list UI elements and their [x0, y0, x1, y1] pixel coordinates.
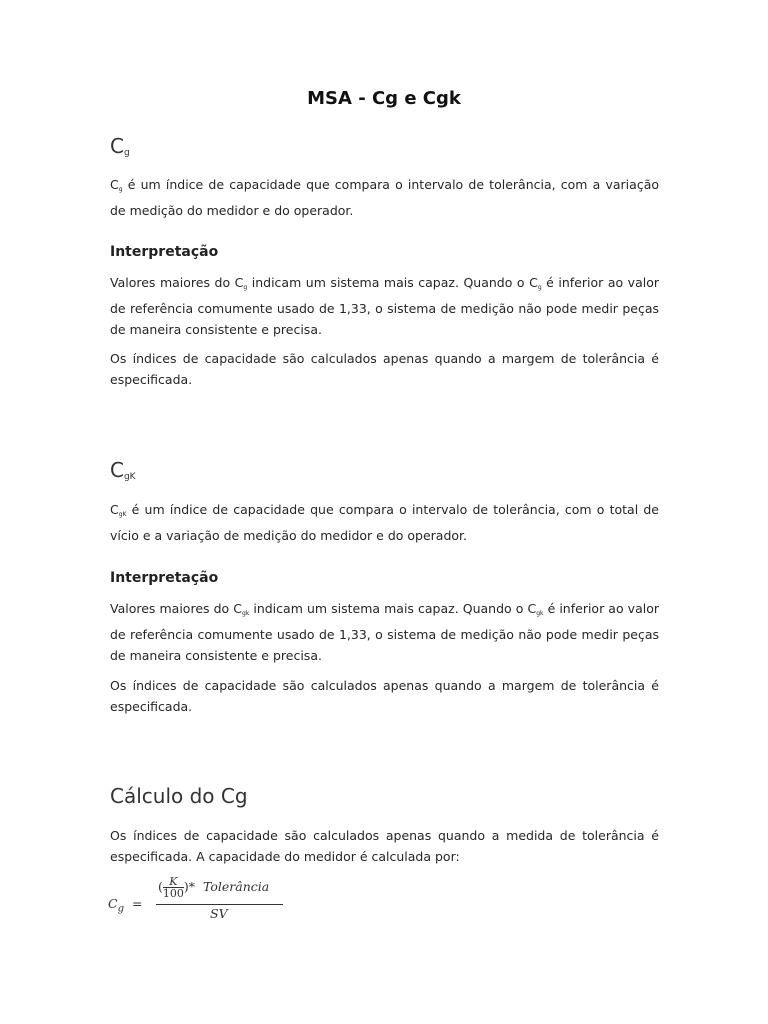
formula-100: 100	[162, 887, 184, 900]
cgk-intro-text: é um índice de capacidade que compara o intervalo de tolerância, com o total de vício e a variação de medição do medidor e do operador.	[110, 502, 659, 543]
cg-tolerance-note: Os índices de capacidade são calculados apenas quando a margem de tolerância é especificada.	[110, 351, 659, 387]
cgk-interp-text-c: é inferior ao valor de referência comumente usado de 1,33, o sistema de medição não pode medir peças de maneira consistente e precisa.	[110, 601, 659, 663]
cg-intro-paragraph	[110, 174, 659, 221]
formula-lhs-subscript: g	[117, 903, 124, 915]
formula-k-fraction	[163, 876, 184, 899]
cgk-interp-sub-2: gk	[536, 610, 544, 617]
cg-intro-text: é um índice de capacidade que compara o intervalo de tolerância, com a variação de medição do medidor e do operador.	[110, 177, 659, 218]
cg-interp-sub-1: g	[243, 284, 248, 291]
cgk-heading-subscript: gK	[123, 472, 136, 482]
formula-numerator	[158, 876, 269, 899]
formula-fraction-bar	[156, 904, 283, 905]
cgk-interpretation-heading: Interpretação	[110, 570, 219, 586]
cg-intro-symbol: C	[110, 177, 119, 192]
formula-k: K	[163, 876, 184, 888]
calculation-heading: Cálculo do Cg	[110, 784, 248, 808]
cg-interpretation-paragraph	[110, 272, 659, 340]
cgk-interpretation-paragraph	[110, 598, 659, 666]
formula-close-paren-star: )*	[183, 879, 196, 894]
cgk-heading	[110, 458, 136, 482]
cg-interpretation-heading: Interpretação	[110, 244, 219, 260]
cg-heading-symbol: C	[110, 134, 124, 158]
cgk-intro-symbol: C	[110, 502, 119, 517]
cgk-heading-symbol: C	[110, 458, 124, 482]
cg-interp-text-a: Valores maiores do C	[110, 275, 244, 290]
calculation-paragraph: Os índices de capacidade são calculados apenas quando a medida de tolerância é especificada. A capacidade do medidor é calculada por:	[110, 828, 659, 864]
cgk-interp-text-a: Valores maiores do C	[110, 601, 242, 616]
formula-tolerance: Tolerância	[202, 879, 270, 894]
formula-equals: =	[132, 896, 143, 911]
cg-heading-subscript: g	[123, 148, 130, 158]
cg-interp-text-c: é inferior ao valor de referência comumente usado de 1,33, o sistema de medição não pode medir peças de maneira consistente e precisa.	[110, 275, 659, 337]
cgk-intro-paragraph	[110, 499, 659, 546]
cgk-interp-text-b: indicam um sistema mais capaz. Quando o C	[249, 601, 537, 616]
cgk-intro-subscript: gK	[118, 511, 127, 518]
formula-lhs	[108, 896, 124, 915]
formula-open-paren: (	[158, 879, 163, 894]
formula-lhs-symbol: C	[108, 896, 118, 911]
cg-interp-sub-2: g	[537, 284, 542, 291]
cg-heading	[110, 134, 130, 158]
cg-formula	[108, 874, 308, 924]
cg-intro-subscript: g	[118, 186, 123, 193]
formula-denominator: SV	[210, 906, 228, 921]
cgk-tolerance-note: Os índices de capacidade são calculados apenas quando a margem de tolerância é especificada.	[110, 678, 659, 714]
cgk-interp-sub-1: gk	[241, 610, 250, 617]
page-title: MSA - Cg e Cgk	[307, 88, 461, 109]
cg-interp-text-b: indicam um sistema mais capaz. Quando o C	[247, 275, 538, 290]
